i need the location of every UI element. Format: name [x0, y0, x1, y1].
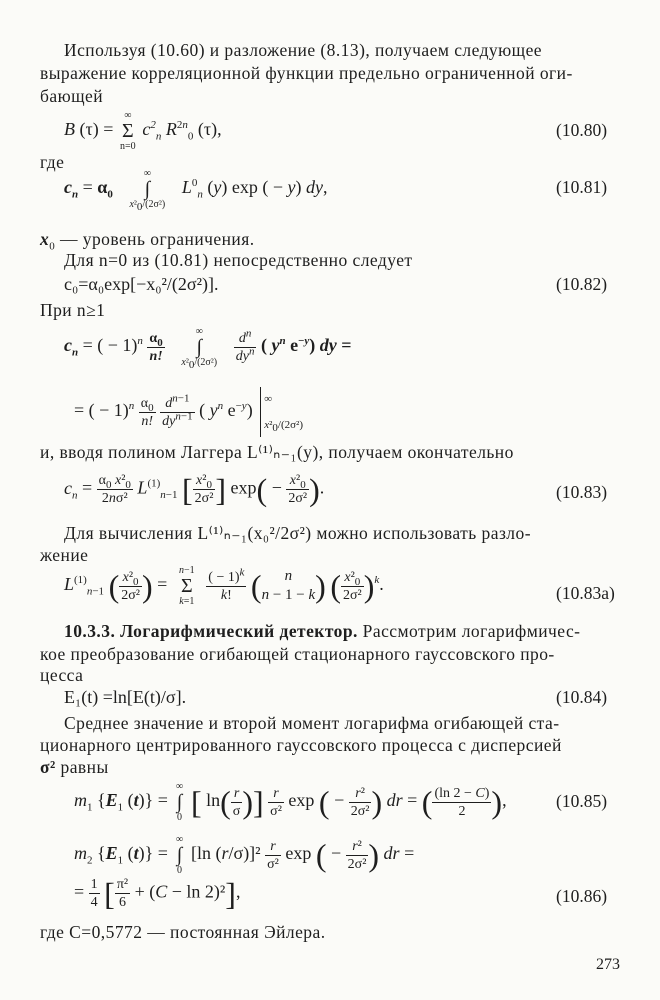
paragraph-line: Для n=0 из (10.81) непосредственно следует	[64, 250, 413, 270]
equation-number: (10.83)	[556, 482, 608, 502]
page-number: 273	[596, 956, 620, 973]
equation-m2: $m_2$ {$E_1$ (t)} = ∞ ∫ 0 [ln (r/σ)]² $\frac{r}{\text{σ²}}$ exp ( − $\frac{\text{r²}}{\text{2σ²}}$ ) dr =	[74, 834, 415, 876]
equation-number: (10.85)	[556, 791, 608, 811]
paragraph-line: и, вводя полином Лаггера L⁽¹⁾ₙ₋₁(y), получаем окончательно	[40, 442, 514, 462]
paragraph-line: где C=0,5772 — постоянная Эйлера.	[40, 922, 326, 942]
equation-cn-evaluated: = ( − 1)$^n$ $\frac{\alpha_0}{n!}$ $\frac{d^{n-1}}{dy^{n-1}}$ ( $y^n$ $e^{-y}$) ∞ $x^2_0/(2\sigma^2)$	[74, 386, 303, 438]
paragraph-line: кое преобразование огибающей стационарного гауссовского про-	[40, 644, 555, 664]
paragraph-line: Среднее значение и второй момент логарифма огибающей ста-	[64, 713, 560, 733]
equation-number: (10.86)	[556, 886, 608, 906]
equation-10-84: E₁(t) =ln[E(t)/σ].	[64, 687, 187, 707]
equation-number: (10.84)	[556, 687, 608, 707]
equation-number: (10.83a)	[556, 583, 615, 603]
paragraph-line: бающей	[40, 86, 104, 106]
paragraph-line: выражение корреляционной функции предельно ограниченной оги-	[40, 63, 573, 83]
equation-10-80: B (τ) = ∞ Σ n=0 $c^2_n$ $R^{2n}_0$ (τ),	[64, 110, 222, 152]
paragraph-line: Используя (10.60) и разложение (8.13), получаем следующее	[64, 40, 543, 60]
equation-10-85: $m_1$ {$E_1$ (t)} = ∞ ∫ 0 [ ln( $\frac{r}{\sigma}$ )] $\frac{r}{\text{σ²}}$ exp ( − $\frac{\text{r²}}{\text{2σ²}}$ ) dr = ( $\frac{(\ln 2 - C)}{2}$ ),	[74, 781, 507, 823]
x0-definition: $x_0$ — уровень ограничения.	[40, 229, 255, 253]
equation-10-82: c₀=α₀exp[−x₀²/(2σ²)].	[64, 274, 219, 294]
paragraph-line: цесса	[40, 665, 84, 685]
equation-cn-derivative: $c_n$ = ( − 1)$^n$ $\frac{\alpha_0}{n!}$ ∞ ∫ $x^2_0/(2\sigma^2)$ $\frac{d^n}{dy^n}$ ( $y^n$ $e^{-y}$) dy =	[64, 326, 352, 371]
paragraph-line: жение	[40, 545, 89, 565]
equation-10-86: = $\frac{1}{4}$ [ $\frac{\text{π²}}{6}$ + (C − ln 2)²],	[74, 875, 241, 912]
text-pri: При n≥1	[40, 300, 106, 320]
equation-number: (10.82)	[556, 274, 608, 294]
equation-number: (10.81)	[556, 177, 608, 197]
equation-number: (10.80)	[556, 120, 608, 140]
section-heading: 10.3.3. Логарифмический детектор. Рассмотрим логарифмичес-	[64, 621, 581, 641]
paragraph-line: ционарного центрированного гауссовского процесса с дисперсией	[40, 735, 562, 755]
equation-10-81: $c_n = \alpha_0$ ∞ ∫ $x^2_0/(2\sigma^2)$ $L^0_n$ (y) exp ( − y) dy,	[64, 168, 328, 213]
paragraph-line: σ² равны	[40, 757, 109, 777]
paragraph-line: Для вычисления L⁽¹⁾ₙ₋₁(x₀²/2σ²) можно использовать разло-	[64, 523, 531, 543]
text-where: где	[40, 152, 65, 172]
equation-10-83: $c_n$ = $\frac{\alpha_0 x^2_0}{\text{2nσ²}}$ $L^{(1)}_{n-1}$ [ $\frac{x^2_0}{\text{2σ²}}$ ] exp( − $\frac{x^2_0}{\text{2σ²}}$ ).	[64, 471, 325, 508]
equation-10-83a: $L^{(1)}_{n-1}$ ( $\frac{x^2_0}{\text{2σ²}}$ ) = n−1 Σ k=1 $\frac{( - 1)^k}{k!}$ ( n n − 1 − k) ( $\frac{x^2_0}{\text{2σ²}}$ )$^k$.	[64, 565, 384, 607]
